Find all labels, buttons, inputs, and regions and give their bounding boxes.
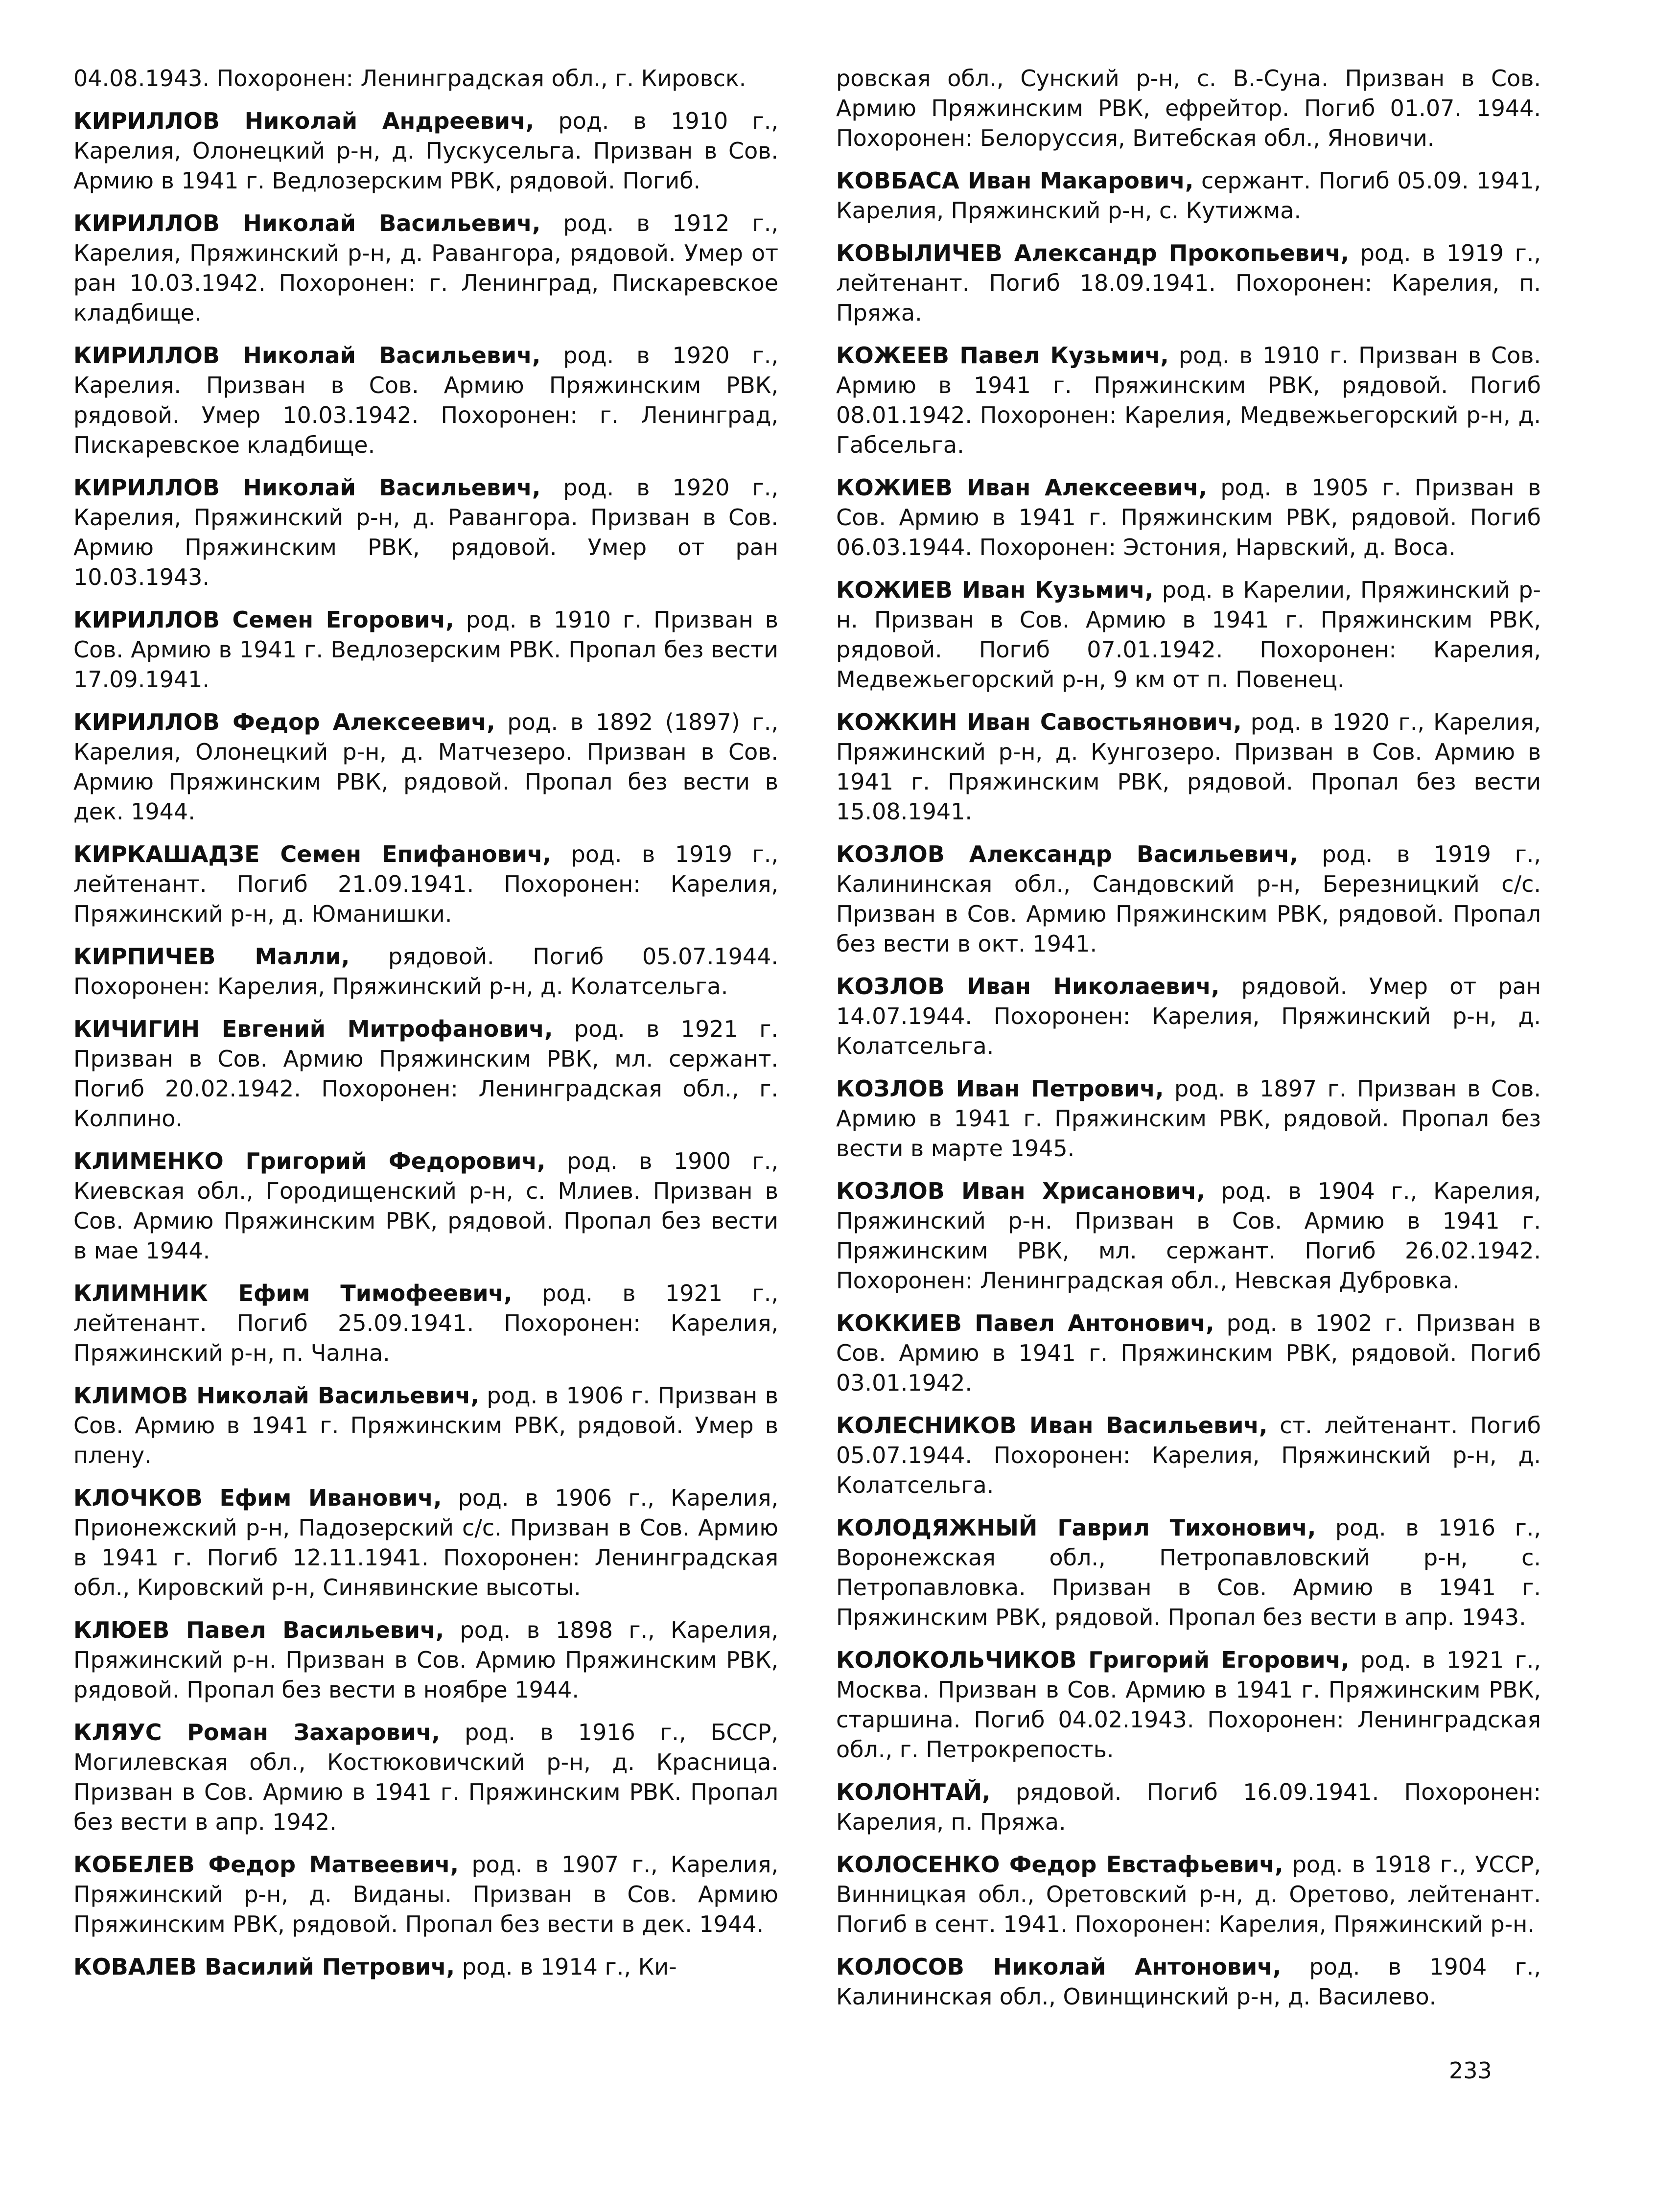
memorial-entry [73,1952,778,1982]
entry-text: род. в 1910 г. Призван в Сов. Армию в 1941 г. Ведлозерским РВК. Пропал без вести 17.09.1941. [73,606,778,693]
memorial-entry [73,1146,778,1266]
entry-text: род. в 1914 г., Ки- [455,1954,677,1980]
entry-text: род. в 1918 г., УССР, Винницкая обл., Оретовский р-н, д. Оретово, лейтенант. Погиб в сент. 1941. Похоронен: Карелия, Пряжинский р-н. [836,1851,1541,1937]
memorial-entry [73,1014,778,1134]
entry-text: род. в 1919 г., лейтенант. Погиб 18.09.1941. Похоронен: Карелия, п. Пряжа. [836,240,1541,326]
entry-name: КЛОЧКОВ Ефим Иванович, [73,1485,442,1511]
entry-name: КОЛОДЯЖНЫЙ Гаврил Тихонович, [836,1514,1316,1541]
entry-text: род. в 1916 г., Воронежская обл., Петропавловский р-н, с. Петропавловка. Призван в Сов. Армию в 1941 г. Пряжинским РВК, рядовой. Пропал без вести в апр. 1943. [836,1514,1541,1630]
entry-text: род. в 1906 г., Карелия, Прионежский р-н, Падозерский с/с. Призван в Сов. Армию в 1941 г. Погиб 12.11.1941. Похоронен: Ленинградская обл., Кировский р-н, Синявинские высоты. [73,1485,779,1601]
memorial-entry [73,1381,778,1470]
entry-text: род. в 1919 г., Калининская обл., Сандовский р-н, Березницкий с/с. Призван в Сов. Армию Пряжинским РВК, рядовой. Пропал без вести в окт. 1941. [836,841,1541,957]
memorial-entry [836,1850,1541,1939]
entry-text: род. в 1920 г., Карелия, Пряжинский р-н, д. Кунгозеро. Призван в Сов. Армию в 1941 г. Пряжинским РВК, рядовой. Пропал без вести 15.08.1941. [836,709,1541,825]
entry-text: рядовой. Погиб 05.07.1944. Похоронен: Карелия, Пряжинский р-н, д. Колатсельга. [73,943,778,1000]
entry-name: КОЖКИН Иван Савостьянович, [836,709,1242,735]
entry-name: КОЛЕСНИКОВ Иван Васильевич, [836,1412,1268,1439]
memorial-entry [836,238,1541,328]
memorial-entry [73,942,778,1001]
entry-text: род. в 1900 г., Киевская обл., Городищенский р-н, с. Млиев. Призван в Сов. Армию Пряжинским РВК, рядовой. Пропал без вести в мае 1944. [73,1148,778,1264]
memorial-entry [836,1952,1541,2012]
entry-text: рядовой. Умер от ран 14.07.1944. Похоронен: Карелия, Пряжинский р-н, д. Колатсельга. [836,973,1541,1059]
entry-name: КЛИМОВ Николай Васильевич, [73,1382,479,1409]
entry-name: КЛИМНИК Ефим Тимофеевич, [73,1280,513,1306]
entry-name: КОЖИЕВ Иван Алексеевич, [836,474,1207,501]
entry-text: род. в 1905 г. Призван в Сов. Армию в 1941 г. Пряжинским РВК, рядовой. Погиб 06.03.1944. Похоронен: Эстония, Нарвский, д. Воса. [836,474,1541,560]
memorial-entry [836,1513,1541,1632]
entry-text: сержант. Погиб 05.09. 1941, Карелия, Пряжинский р-н, с. Кутижма. [836,167,1541,224]
page-number: 233 [1449,2057,1492,2084]
memorial-entry [73,1483,778,1603]
memorial-entry [73,1850,778,1939]
memorial-entry [73,473,778,592]
entry-text: рядовой. Погиб 16.09.1941. Похоронен: Карелия, п. Пряжа. [836,1779,1541,1835]
entry-name: КИРИЛЛОВ Николай Васильевич, [73,210,541,236]
entry-name: КИРИЛЛОВ Николай Андреевич, [73,108,535,134]
memorial-entry [836,575,1541,695]
entry-name: КОВБАСА Иван Макарович, [836,167,1194,194]
entry-name: КИРКАШАДЗЕ Семен Епифанович, [73,841,552,867]
entry-name: КИРПИЧЕВ Малли, [73,943,350,970]
memorial-entry [73,341,778,460]
entry-name: КОЗЛОВ Иван Николаевич, [836,973,1220,1000]
entry-text: род. в 1921 г., Москва. Призван в Сов. Армию в 1941 г. Пряжинским РВК, старшина. Погиб 04.02.1943. Похоронен: Ленинградская обл., г. Петрокрепость. [836,1647,1541,1763]
entry-text: род. в 1921 г. Призван в Сов. Армию Пряжинским РВК, мл. сержант. Погиб 20.02.1942. Похоронен: Ленинградская обл., г. Колпино. [73,1016,778,1132]
entry-text: род. в 1916 г., БССР, Могилевская обл., Костюковичский р-н, д. Красница. Призван в Сов. Армию в 1941 г. Пряжинским РВК. Пропал без вести в апр. 1942. [73,1719,778,1835]
memorial-entry [836,1777,1541,1837]
memorial-entry [836,1074,1541,1164]
entry-text: род. в 1892 (1897) г., Карелия, Олонецкий р-н, д. Матчезеро. Призван в Сов. Армию Пряжинским РВК, рядовой. Пропал без вести в дек. 1944. [73,709,778,825]
entry-name: КОЗЛОВ Иван Хрисанович, [836,1178,1205,1204]
entry-name: КИРИЛЛОВ Семен Егорович, [73,606,454,633]
memorial-entry [836,166,1541,226]
memorial-entry [73,839,778,929]
entry-name: КОЛОСЕНКО Федор Евстафьевич, [836,1851,1283,1878]
entry-name: КОЗЛОВ Александр Васильевич, [836,841,1298,867]
entry-name: КОЖИЕВ Иван Кузьмич, [836,577,1154,603]
entry-text: род. в 1910 г., Карелия, Олонецкий р-н, д. Пускусельга. Призван в Сов. Армию в 1941 г. Ведлозерским РВК, рядовой. Погиб. [73,108,778,194]
entry-text: род. в 1920 г., Карелия, Пряжинский р-н, д. Равангора. Призван в Сов. Армию Пряжинским РВК, рядовой. Умер от ран 10.03.1943. [73,474,778,590]
memorial-entry [836,1308,1541,1398]
memorial-entry [836,839,1541,959]
left-column [73,64,778,1995]
memorial-entry [836,1411,1541,1500]
entry-name: КИЧИГИН Евгений Митрофанович, [73,1016,553,1042]
memorial-entry [73,605,778,695]
memorial-entry [836,473,1541,562]
entry-text: род. в 1904 г., Карелия, Пряжинский р-н. Призван в Сов. Армию в 1941 г. Пряжинским РВК, мл. сержант. Погиб 26.02.1942. Похоронен: Ленинградская обл., Невская Дубровка. [836,1178,1541,1294]
memorial-entry [73,707,778,827]
entry-text: род. в 1910 г. Призван в Сов. Армию в 1941 г. Пряжинским РВК, рядовой. Погиб 08.01.1942. Похоронен: Карелия, Медвежьегорский р-н, д. Габсельга. [836,342,1541,458]
entry-text: род. в 1898 г., Карелия, Пряжинский р-н. Призван в Сов. Армию Пряжинским РВК, рядовой. Пропал без вести в ноябре 1944. [73,1617,779,1703]
entry-text: род. в 1920 г., Карелия. Призван в Сов. Армию Пряжинским РВК, рядовой. Умер 10.03.1942. Похоронен: г. Ленинград, Пискаревское кладбище. [73,342,778,458]
entry-text: род. в 1921 г., лейтенант. Погиб 25.09.1941. Похоронен: Карелия, Пряжинский р-н, п. Чална. [73,1280,778,1366]
memorial-entry [836,1645,1541,1765]
entry-text: род. в 1902 г. Призван в Сов. Армию в 1941 г. Пряжинским РВК, рядовой. Погиб 03.01.1942. [836,1310,1541,1396]
memorial-entry [836,707,1541,827]
memorial-entry [73,1718,778,1837]
memorial-entry [836,972,1541,1061]
entry-name: КЛЯУС Роман Захарович, [73,1719,440,1746]
entry-name: КОБЕЛЕВ Федор Матвеевич, [73,1851,459,1878]
entry-text: род. в 1912 г., Карелия, Пряжинский р-н, д. Равангора, рядовой. Умер от ран 10.03.1942. Похоронен: г. Ленинград, Пискаревское кладбище. [73,210,778,326]
entry-name: КОВАЛЕВ Василий Петрович, [73,1954,455,1980]
entry-name: КОЛОСОВ Николай Антонович, [836,1954,1282,1980]
memorial-entry [836,341,1541,460]
memorial-entry [73,106,778,196]
entry-text: род. в 1906 г. Призван в Сов. Армию в 1941 г. Пряжинским РВК, рядовой. Умер в плену. [73,1382,778,1468]
right-column [836,64,1541,2025]
entry-name: КОЗЛОВ Иван Петрович, [836,1075,1164,1102]
entry-name: КОВЫЛИЧЕВ Александр Прокопьевич, [836,240,1350,266]
entry-text: род. в 1907 г., Карелия, Пряжинский р-н, д. Виданы. Призван в Сов. Армию Пряжинским РВК, рядовой. Пропал без вести в дек. 1944. [73,1851,778,1937]
entry-name: КОККИЕВ Павел Антонович, [836,1310,1214,1336]
memorial-entry [73,64,778,93]
entry-text: род. в 1904 г., Калининская обл., Овинщинский р-н, д. Василево. [836,1954,1541,2010]
entry-text: ст. лейтенант. Погиб 05.07.1944. Похоронен: Карелия, Пряжинский р-н, д. Колатсельга. [836,1412,1541,1498]
entry-name: КЛЮЕВ Павел Васильевич, [73,1617,444,1643]
entry-text: род. в 1897 г. Призван в Сов. Армию в 1941 г. Пряжинским РВК, рядовой. Пропал без вести в марте 1945. [836,1075,1541,1162]
entry-text: ровская обл., Сунский р-н, с. В.-Суна. Призван в Сов. Армию Пряжинским РВК, ефрейтор. Погиб 01.07. 1944. Похоронен: Белоруссия, Витебская обл., Яновичи. [836,65,1541,151]
memorial-entry [73,209,778,328]
entry-name: КОЖЕЕВ Павел Кузьмич, [836,342,1169,369]
entry-name: КЛИМЕНКО Григорий Федорович, [73,1148,546,1174]
memorial-entry [73,1615,778,1705]
entry-name: КОЛОКОЛЬЧИКОВ Григорий Егорович, [836,1647,1350,1673]
entry-text: род. в 1919 г., лейтенант. Погиб 21.09.1941. Похоронен: Карелия, Пряжинский р-н, д. Юманишки. [73,841,778,927]
memorial-entry [73,1279,778,1368]
entry-name: КИРИЛЛОВ Николай Васильевич, [73,342,541,369]
memorial-entry [836,1176,1541,1296]
entry-name: КИРИЛЛОВ Федор Алексеевич, [73,709,495,735]
entry-name: КОЛОНТАЙ, [836,1779,991,1805]
entry-text: 04.08.1943. Похоронен: Ленинградская обл., г. Кировск. [73,65,746,92]
memorial-entry [836,64,1541,153]
entry-name: КИРИЛЛОВ Николай Васильевич, [73,474,541,501]
entry-text: род. в Карелии, Пряжинский р-н. Призван в Сов. Армию в 1941 г. Пряжинским РВК, рядовой. Погиб 07.01.1942. Похоронен: Карелия, Медвежьегорский р-н, 9 км от п. Повенец. [836,577,1541,693]
